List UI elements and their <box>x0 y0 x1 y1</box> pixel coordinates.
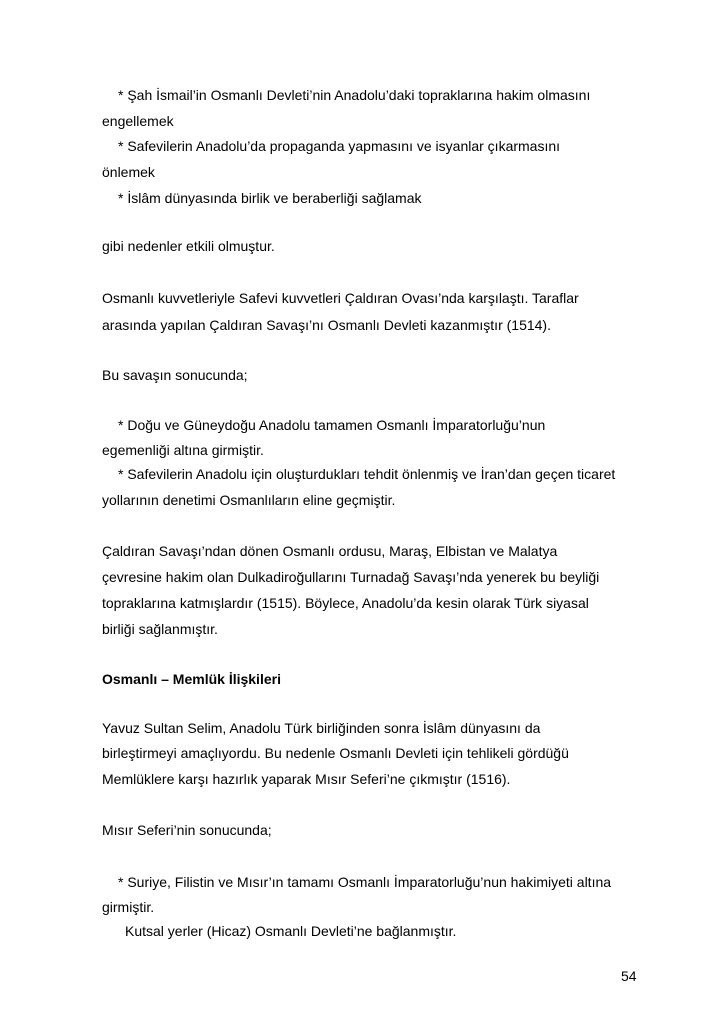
paragraph-line: Memlüklere karşı hazırlık yaparak Mısır Seferi’ne çıkmıştır (1516). <box>102 771 511 787</box>
paragraph-line: birleştirmeyi amaçlıyordu. Bu nedenle Osmanlı Devleti için tehlikeli gördüğü <box>102 745 569 761</box>
bullet-line: engellemek <box>102 113 174 129</box>
bullet-line: * Suriye, Filistin ve Mısır’ın tamamı Osmanlı İmparatorluğu’nun hakimiyeti altına <box>118 874 612 890</box>
bullet-line: * Safevilerin Anadolu’da propaganda yapmasını ve isyanlar çıkarmasını <box>118 138 561 154</box>
bullet-line: * Doğu ve Güneydoğu Anadolu tamamen Osmanlı İmparatorluğu’nun <box>118 417 546 433</box>
bullet-line: * İslâm dünyasında birlik ve beraberliği sağlamak <box>118 190 422 206</box>
paragraph-line: Çaldıran Savaşı’ndan dönen Osmanlı ordusu, Maraş, Elbistan ve Malatya <box>102 543 558 559</box>
bullet-line: önlemek <box>102 164 155 180</box>
paragraph-line: Yavuz Sultan Selim, Anadolu Türk birliğinden sonra İslâm dünyasını da <box>102 720 541 736</box>
bullet-line: Kutsal yerler (Hicaz) Osmanlı Devleti’ne bağlanmıştır. <box>125 923 457 939</box>
bullet-line: egemenliği altına girmiştir. <box>102 442 264 458</box>
bullet-line: girmiştir. <box>102 899 155 915</box>
paragraph-line: Bu savaşın sonucunda; <box>102 367 248 383</box>
bullet-line: * Şah İsmail’in Osmanlı Devleti’nin Anadolu’daki topraklarına hakim olmasını <box>118 87 591 103</box>
page-number: 54 <box>621 968 637 984</box>
bullet-line: yollarının denetimi Osmanlıların eline geçmiştir. <box>102 492 396 508</box>
paragraph-line: topraklarına katmışlardır (1515). Böylece, Anadolu’da kesin olarak Türk siyasal <box>102 595 589 611</box>
bullet-line: * Safevilerin Anadolu için oluşturdukları tehdit önlenmiş ve İran’dan geçen ticaret <box>118 466 616 482</box>
paragraph-line: çevresine hakim olan Dulkadiroğullarını Turnadağ Savaşı’nda yenerek bu beyliği <box>102 569 600 585</box>
paragraph-line: birliği sağlanmıştır. <box>102 621 218 637</box>
paragraph-line: gibi nedenler etkili olmuştur. <box>102 238 275 254</box>
paragraph-line: arasında yapılan Çaldıran Savaşı’nı Osmanlı Devleti kazanmıştır (1514). <box>102 317 551 333</box>
section-heading: Osmanlı – Memlük İlişkileri <box>102 671 281 687</box>
paragraph-line: Osmanlı kuvvetleriyle Safevi kuvvetleri Çaldıran Ovası’nda karşılaştı. Taraflar <box>102 290 579 306</box>
paragraph-line: Mısır Seferi’nin sonucunda; <box>102 822 272 838</box>
